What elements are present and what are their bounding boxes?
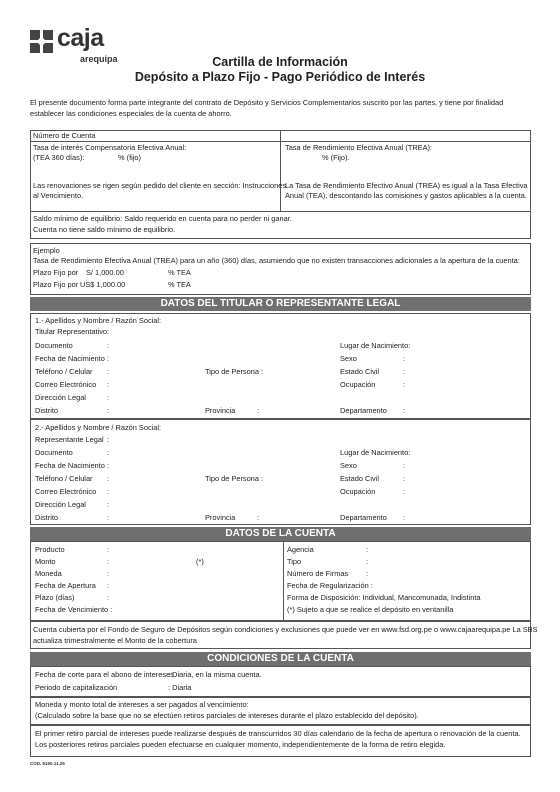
- colon: :: [403, 513, 406, 522]
- tea-days-label: (TEA 360 días):: [33, 153, 85, 162]
- colon: :: [107, 380, 110, 389]
- cuenta-moneda: Moneda: [35, 569, 62, 578]
- cuenta-fecha-regularizacion: Fecha de Regularización :: [287, 581, 373, 590]
- person2-direccion: Dirección Legal: [35, 500, 86, 509]
- person1-tipo-persona: Tipo de Persona :: [205, 367, 264, 376]
- trea-note-1: La Tasa de Rendimiento Efectivo Anual (TREA) es igual a la Tasa Efectiva: [285, 181, 528, 190]
- cuenta-monto: Monto: [35, 557, 56, 566]
- colon: :: [257, 406, 260, 415]
- example-pen-amount: S/ 1,000.00: [86, 268, 124, 277]
- colon: :: [107, 435, 110, 444]
- person2-estado-civil: Estado Civil: [340, 474, 380, 483]
- person1-role: Titular Representativo: [35, 327, 108, 336]
- person1-correo: Correo Electrónico: [35, 380, 97, 389]
- colon: :: [366, 545, 369, 554]
- cuenta-fecha-vencimiento: Fecha de Vencimiento :: [35, 605, 113, 614]
- person2-provincia: Provincia: [205, 513, 236, 522]
- colon: :: [403, 487, 406, 496]
- person2-departamento: Departamento: [340, 513, 387, 522]
- person1-direccion: Dirección Legal: [35, 393, 86, 402]
- logo-mark-icon: [30, 30, 53, 53]
- colon: :: [403, 406, 406, 415]
- section-header-condiciones: CONDICIONES DE LA CUENTA: [30, 652, 531, 666]
- person2-sexo: Sexo: [340, 461, 357, 470]
- cuenta-monto-asterisk: (*): [196, 557, 204, 566]
- person1-provincia: Provincia: [205, 406, 236, 415]
- cuenta-producto: Producto: [35, 545, 65, 554]
- section-header-cuenta: DATOS DE LA CUENTA: [30, 527, 531, 541]
- logo-subtitle: arequipa: [80, 54, 118, 64]
- example-text: Tasa de Rendimiento Efectiva Anual (TREA) para un año (360) días, asumiendo que no existen transacciones adicionales a la apertura de la cuenta:: [33, 256, 520, 265]
- colon: :: [107, 593, 110, 602]
- person2-box: [30, 419, 531, 525]
- example-pen-tea: % TEA: [168, 268, 191, 277]
- person2-ocupacion: Ocupación: [340, 487, 376, 496]
- person2-correo: Correo Electrónico: [35, 487, 97, 496]
- capitalizacion-label: Periodo de capitalización: [35, 683, 118, 692]
- person1-estado-civil: Estado Civil: [340, 367, 380, 376]
- cuenta-plazo: Plazo (días): [35, 593, 75, 602]
- example-usd-tea: % TEA: [168, 280, 191, 289]
- cuenta-num-firmas: Número de Firmas: [287, 569, 349, 578]
- trea-note-2: Anual (TEA), descontando las comisiones y gastos aplicables a la cuenta.: [285, 191, 527, 200]
- person1-departamento: Departamento: [340, 406, 387, 415]
- colon: :: [107, 341, 110, 350]
- page-subtitle: Depósito a Plazo Fijo - Pago Periódico de Interés: [134, 70, 426, 84]
- person1-lugar-nac: Lugar de Nacimiento:: [340, 341, 411, 350]
- colon: :: [366, 557, 369, 566]
- example-usd-label: Plazo Fijo por: [33, 280, 79, 289]
- cuenta-forma-disposicion: Forma de Disposición: Individual, Mancomunada, Indistinta: [287, 593, 481, 602]
- corte-value: : Diaria, en la misma cuenta.: [168, 670, 262, 679]
- colon: :: [107, 474, 110, 483]
- colon: :: [107, 513, 110, 522]
- form-code: COD. 5150.11.25: [30, 761, 65, 766]
- colon: :: [107, 367, 110, 376]
- person1-documento: Documento: [35, 341, 73, 350]
- cuenta-fecha-apertura: Fecha de Apertura: [35, 581, 96, 590]
- interest-amount-text-1: Moneda y monto total de intereses a ser pagados al vencimiento:: [35, 700, 249, 709]
- tea-label: Tasa de interés Compensatoria Efectiva Anual:: [33, 143, 187, 152]
- colon: :: [107, 406, 110, 415]
- colon: :: [107, 327, 110, 336]
- colon: :: [107, 448, 110, 457]
- person2-fecha-nac: Fecha de Nacimiento: [35, 461, 105, 470]
- person2-tipo-persona: Tipo de Persona :: [205, 474, 264, 483]
- person1-fecha-nac: Fecha de Nacimiento: [35, 354, 105, 363]
- colon: :: [107, 354, 110, 363]
- colon: :: [107, 487, 110, 496]
- colon: :: [366, 569, 369, 578]
- tea-fijo: % (fijo): [118, 153, 141, 162]
- person2-telefono: Teléfono / Celular: [35, 474, 93, 483]
- section-header-titular: DATOS DEL TITULAR O REPRESENTANTE LEGAL: [30, 297, 531, 311]
- person2-lugar-nac: Lugar de Nacimiento:: [340, 448, 411, 457]
- colon: :: [107, 557, 110, 566]
- logo-wordmark: caja: [57, 24, 104, 52]
- balance-text-1: Saldo mínimo de equilibrio: Saldo requerido en cuenta para no perder ni ganar.: [33, 214, 292, 223]
- colon: :: [107, 461, 110, 470]
- intro-paragraph: El presente documento forma parte integrante del contrato de Depósito y Servicios Complementarios suscrito por las partes, y tiene por finalidad establecer las condiciones especiales de la cuenta de ahorro.: [30, 98, 504, 118]
- trea-label: Tasa de Rendimiento Efectiva Anual (TREA):: [285, 143, 433, 152]
- corte-label: Fecha de corte para el abono de intereses: [35, 670, 174, 679]
- person1-sexo: Sexo: [340, 354, 357, 363]
- page-title: Cartilla de Información: [212, 55, 348, 69]
- example-pen-label: Plazo Fijo por: [33, 268, 79, 277]
- colon: :: [403, 474, 406, 483]
- renewal-text-2: al Vencimiento.: [33, 191, 84, 200]
- colon: :: [403, 354, 406, 363]
- balance-text-2: Cuenta no tiene saldo mínimo de equilibrio.: [33, 225, 176, 234]
- example-usd-amount: US$ 1,000.00: [80, 280, 126, 289]
- interest-amount-text-2: (Calculado sobre la base que no se efectúen retiros parciales de intereses durante el plazo establecido del depósito).: [35, 711, 419, 720]
- renewal-text-1: Las renovaciones se rigen según pedido del cliente en sección: Instrucciones: [33, 181, 287, 190]
- colon: :: [403, 461, 406, 470]
- cuenta-agencia: Agencia: [287, 545, 314, 554]
- example-label: Ejemplo: [33, 246, 60, 255]
- account-number-label: Número de Cuenta: [33, 131, 96, 140]
- colon: :: [403, 380, 406, 389]
- cuenta-tipo: Tipo: [287, 557, 302, 566]
- colon: :: [107, 569, 110, 578]
- trea-fijo: % (Fijo).: [322, 153, 350, 162]
- colon: :: [107, 393, 110, 402]
- fondo-seguro-text-1: Cuenta cubierta por el Fondo de Seguro de Depósitos según condiciones y exclusiones que puede ver en www.fsd.org.pe o www.cajaarequipa.pe La SBS: [33, 625, 538, 634]
- person1-heading: 1.- Apellidos y Nombre / Razón Social:: [35, 316, 162, 325]
- person2-documento: Documento: [35, 448, 73, 457]
- person1-telefono: Teléfono / Celular: [35, 367, 93, 376]
- colon: :: [107, 545, 110, 554]
- colon: :: [107, 581, 110, 590]
- fondo-seguro-text-2: actualiza trimestralmente el Monto de la cobertura: [33, 636, 197, 645]
- person1-distrito: Distrito: [35, 406, 58, 415]
- withdrawal-text: El primer retiro parcial de intereses puede realizarse después de transcurridos 30 días calendario de la fecha de apertura o renovación de la cuenta. Los posteriores retiros parciales pueden efectuarse en cualquier momento, independientemente de la forma de retiro elegida.: [35, 729, 521, 749]
- cuenta-nota-deposito: (*) Sujeto a que se realice el depósito en ventanilla: [287, 605, 454, 614]
- capitalizacion-value: : Diaria: [168, 683, 192, 692]
- colon: :: [107, 500, 110, 509]
- colon: :: [257, 513, 260, 522]
- person2-distrito: Distrito: [35, 513, 58, 522]
- person2-role: Representante Legal: [35, 435, 104, 444]
- colon: :: [403, 367, 406, 376]
- person2-heading: 2.- Apellidos y Nombre / Razón Social:: [35, 423, 162, 432]
- person1-ocupacion: Ocupación: [340, 380, 376, 389]
